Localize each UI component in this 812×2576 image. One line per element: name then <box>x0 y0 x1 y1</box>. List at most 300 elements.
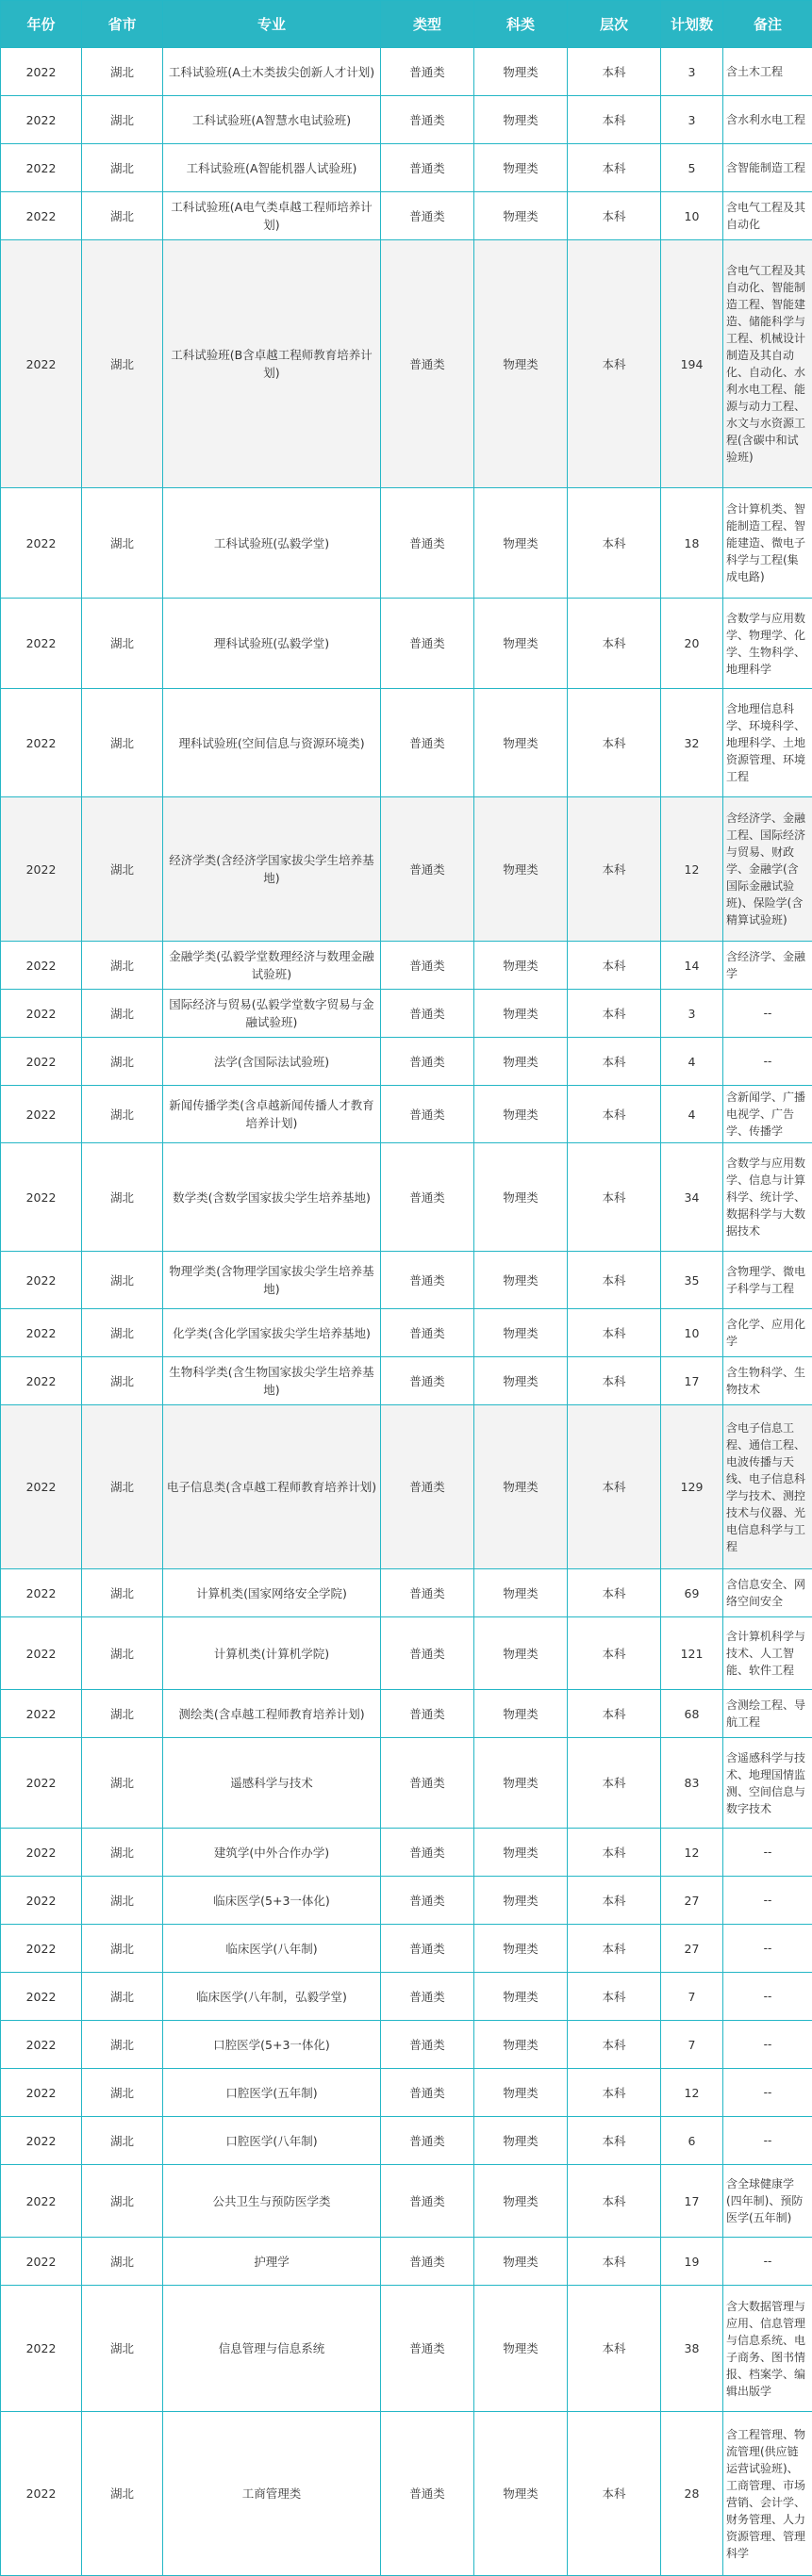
cell-plan: 69 <box>661 1569 723 1617</box>
cell-type: 普通类 <box>381 1405 474 1569</box>
cell-subject: 物理类 <box>474 1690 568 1738</box>
cell-year: 2022 <box>1 599 82 689</box>
cell-major: 遥感科学与技术 <box>163 1738 381 1829</box>
cell-province: 湖北 <box>82 1973 163 2021</box>
cell-major: 测绘类(含卓越工程师教育培养计划) <box>163 1690 381 1738</box>
cell-level: 本科 <box>568 942 661 990</box>
cell-note: 含电气工程及其自动化、智能制造工程、智能建造、储能科学与工程、机械设计制造及其自动化、自动化、水利水电工程、能源与动力工程、水文与水资源工程(含碳中和试验班) <box>723 240 812 488</box>
cell-type: 普通类 <box>381 1143 474 1252</box>
cell-subject: 物理类 <box>474 2021 568 2069</box>
cell-major: 化学类(含化学国家拔尖学生培养基地) <box>163 1309 381 1357</box>
cell-level: 本科 <box>568 1738 661 1829</box>
header-level: 层次 <box>568 1 661 48</box>
cell-subject: 物理类 <box>474 240 568 488</box>
table-row <box>1 797 812 942</box>
cell-level: 本科 <box>568 1617 661 1690</box>
cell-type: 普通类 <box>381 1309 474 1357</box>
cell-major: 工科试验班(B含卓越工程师教育培养计划) <box>163 240 381 488</box>
table-row <box>1 1038 812 1086</box>
cell-province: 湖北 <box>82 144 163 192</box>
cell-year: 2022 <box>1 1738 82 1829</box>
cell-level: 本科 <box>568 1925 661 1973</box>
cell-type: 普通类 <box>381 1038 474 1086</box>
cell-year: 2022 <box>1 1143 82 1252</box>
cell-province: 湖北 <box>82 942 163 990</box>
cell-year: 2022 <box>1 1357 82 1405</box>
cell-type: 普通类 <box>381 1252 474 1309</box>
cell-level: 本科 <box>568 2069 661 2117</box>
cell-major: 理科试验班(弘毅学堂) <box>163 599 381 689</box>
cell-major: 工科试验班(弘毅学堂) <box>163 488 381 599</box>
cell-note: 含全球健康学(四年制)、预防医学(五年制) <box>723 2165 812 2238</box>
cell-level: 本科 <box>568 1309 661 1357</box>
cell-plan: 14 <box>661 942 723 990</box>
cell-year: 2022 <box>1 942 82 990</box>
cell-subject: 物理类 <box>474 144 568 192</box>
table-row <box>1 1569 812 1617</box>
cell-major: 物理学类(含物理学国家拔尖学生培养基地) <box>163 1252 381 1309</box>
header-subject: 科类 <box>474 1 568 48</box>
cell-type: 普通类 <box>381 1690 474 1738</box>
cell-province: 湖北 <box>82 1309 163 1357</box>
cell-major: 法学(含国际法试验班) <box>163 1038 381 1086</box>
table-row <box>1 2412 812 2576</box>
cell-level: 本科 <box>568 2165 661 2238</box>
header-major: 专业 <box>163 1 381 48</box>
cell-plan: 3 <box>661 96 723 144</box>
cell-plan: 5 <box>661 144 723 192</box>
cell-subject: 物理类 <box>474 2412 568 2576</box>
cell-major: 工商管理类 <box>163 2412 381 2576</box>
table-row <box>1 689 812 797</box>
cell-year: 2022 <box>1 192 82 240</box>
cell-major: 建筑学(中外合作办学) <box>163 1829 381 1877</box>
cell-plan: 28 <box>661 2412 723 2576</box>
cell-plan: 27 <box>661 1877 723 1925</box>
cell-subject: 物理类 <box>474 2069 568 2117</box>
header-year: 年份 <box>1 1 82 48</box>
header-type: 类型 <box>381 1 474 48</box>
cell-subject: 物理类 <box>474 942 568 990</box>
cell-type: 普通类 <box>381 144 474 192</box>
cell-plan: 7 <box>661 2021 723 2069</box>
cell-note: 含智能制造工程 <box>723 144 812 192</box>
cell-subject: 物理类 <box>474 2117 568 2165</box>
cell-year: 2022 <box>1 2069 82 2117</box>
cell-subject: 物理类 <box>474 990 568 1038</box>
cell-type: 普通类 <box>381 1973 474 2021</box>
cell-province: 湖北 <box>82 240 163 488</box>
cell-note: 含计算机科学与技术、人工智能、软件工程 <box>723 1617 812 1690</box>
cell-plan: 17 <box>661 2165 723 2238</box>
cell-type: 普通类 <box>381 2238 474 2286</box>
cell-plan: 7 <box>661 1973 723 2021</box>
cell-province: 湖北 <box>82 599 163 689</box>
table-row <box>1 1086 812 1143</box>
cell-note: -- <box>723 1925 812 1973</box>
cell-note: 含生物科学、生物技术 <box>723 1357 812 1405</box>
table-row <box>1 2238 812 2286</box>
table-row <box>1 1405 812 1569</box>
table-row <box>1 2165 812 2238</box>
cell-level: 本科 <box>568 1877 661 1925</box>
cell-major: 工科试验班(A智慧水电试验班) <box>163 96 381 144</box>
cell-level: 本科 <box>568 1252 661 1309</box>
cell-subject: 物理类 <box>474 1569 568 1617</box>
cell-year: 2022 <box>1 48 82 96</box>
cell-note: 含遥感科学与技术、地理国情监测、空间信息与数字技术 <box>723 1738 812 1829</box>
cell-plan: 3 <box>661 48 723 96</box>
cell-plan: 12 <box>661 2069 723 2117</box>
table-header-row <box>1 1 812 48</box>
table-row <box>1 2286 812 2412</box>
cell-type: 普通类 <box>381 797 474 942</box>
cell-plan: 121 <box>661 1617 723 1690</box>
cell-year: 2022 <box>1 2286 82 2412</box>
cell-province: 湖北 <box>82 192 163 240</box>
cell-plan: 18 <box>661 488 723 599</box>
cell-subject: 物理类 <box>474 1252 568 1309</box>
cell-type: 普通类 <box>381 488 474 599</box>
cell-year: 2022 <box>1 144 82 192</box>
cell-major: 临床医学(八年制，弘毅学堂) <box>163 1973 381 2021</box>
cell-major: 生物科学类(含生物国家拔尖学生培养基地) <box>163 1357 381 1405</box>
cell-province: 湖北 <box>82 48 163 96</box>
cell-subject: 物理类 <box>474 192 568 240</box>
cell-plan: 6 <box>661 2117 723 2165</box>
cell-year: 2022 <box>1 1309 82 1357</box>
cell-year: 2022 <box>1 689 82 797</box>
cell-plan: 19 <box>661 2238 723 2286</box>
cell-year: 2022 <box>1 1569 82 1617</box>
cell-plan: 12 <box>661 797 723 942</box>
cell-plan: 35 <box>661 1252 723 1309</box>
cell-province: 湖北 <box>82 990 163 1038</box>
cell-subject: 物理类 <box>474 689 568 797</box>
cell-subject: 物理类 <box>474 96 568 144</box>
cell-level: 本科 <box>568 192 661 240</box>
cell-type: 普通类 <box>381 2069 474 2117</box>
table-row <box>1 1143 812 1252</box>
cell-level: 本科 <box>568 1086 661 1143</box>
cell-province: 湖北 <box>82 2238 163 2286</box>
cell-major: 工科试验班(A土木类拔尖创新人才计划) <box>163 48 381 96</box>
cell-major: 工科试验班(A智能机器人试验班) <box>163 144 381 192</box>
cell-note: 含数学与应用数学、物理学、化学、生物科学、地理科学 <box>723 599 812 689</box>
cell-note: 含土木工程 <box>723 48 812 96</box>
cell-level: 本科 <box>568 2238 661 2286</box>
cell-note: 含电气工程及其自动化 <box>723 192 812 240</box>
cell-note: -- <box>723 2069 812 2117</box>
cell-note: 含测绘工程、导航工程 <box>723 1690 812 1738</box>
cell-plan: 68 <box>661 1690 723 1738</box>
cell-plan: 4 <box>661 1086 723 1143</box>
cell-type: 普通类 <box>381 2286 474 2412</box>
table-row <box>1 1309 812 1357</box>
cell-type: 普通类 <box>381 2412 474 2576</box>
cell-subject: 物理类 <box>474 797 568 942</box>
cell-province: 湖北 <box>82 488 163 599</box>
cell-note: 含工程管理、物流管理(供应链运营试验班)、工商管理、市场营销、会计学、财务管理、人力资源管理、管理科学 <box>723 2412 812 2576</box>
cell-note: 含数学与应用数学、信息与计算科学、统计学、数据科学与大数据技术 <box>723 1143 812 1252</box>
cell-note: -- <box>723 2238 812 2286</box>
cell-major: 口腔医学(5+3一体化) <box>163 2021 381 2069</box>
cell-province: 湖北 <box>82 1690 163 1738</box>
cell-year: 2022 <box>1 1038 82 1086</box>
table-row <box>1 488 812 599</box>
cell-major: 理科试验班(空间信息与资源环境类) <box>163 689 381 797</box>
table-row <box>1 2117 812 2165</box>
cell-level: 本科 <box>568 1690 661 1738</box>
cell-year: 2022 <box>1 488 82 599</box>
cell-year: 2022 <box>1 2021 82 2069</box>
cell-year: 2022 <box>1 1086 82 1143</box>
cell-major: 计算机类(计算机学院) <box>163 1617 381 1690</box>
table-row <box>1 2069 812 2117</box>
cell-major: 计算机类(国家网络安全学院) <box>163 1569 381 1617</box>
cell-province: 湖北 <box>82 1738 163 1829</box>
cell-major: 口腔医学(五年制) <box>163 2069 381 2117</box>
cell-plan: 83 <box>661 1738 723 1829</box>
cell-year: 2022 <box>1 1252 82 1309</box>
cell-subject: 物理类 <box>474 1038 568 1086</box>
cell-plan: 38 <box>661 2286 723 2412</box>
cell-province: 湖北 <box>82 1252 163 1309</box>
table-row <box>1 599 812 689</box>
cell-level: 本科 <box>568 2412 661 2576</box>
cell-major: 国际经济与贸易(弘毅学堂数字贸易与金融试验班) <box>163 990 381 1038</box>
table-row <box>1 192 812 240</box>
cell-subject: 物理类 <box>474 1973 568 2021</box>
cell-type: 普通类 <box>381 990 474 1038</box>
cell-subject: 物理类 <box>474 1738 568 1829</box>
cell-major: 新闻传播学类(含卓越新闻传播人才教育培养计划) <box>163 1086 381 1143</box>
cell-year: 2022 <box>1 1829 82 1877</box>
cell-major: 护理学 <box>163 2238 381 2286</box>
cell-major: 临床医学(八年制) <box>163 1925 381 1973</box>
cell-province: 湖北 <box>82 1038 163 1086</box>
cell-note: 含水利水电工程 <box>723 96 812 144</box>
table-row <box>1 1738 812 1829</box>
cell-level: 本科 <box>568 1829 661 1877</box>
cell-note: -- <box>723 990 812 1038</box>
cell-major: 金融学类(弘毅学堂数理经济与数理金融试验班) <box>163 942 381 990</box>
cell-level: 本科 <box>568 1973 661 2021</box>
cell-note: -- <box>723 1973 812 2021</box>
cell-type: 普通类 <box>381 942 474 990</box>
cell-type: 普通类 <box>381 1086 474 1143</box>
table-body <box>1 48 812 2576</box>
cell-major: 经济学类(含经济学国家拔尖学生培养基地) <box>163 797 381 942</box>
cell-subject: 物理类 <box>474 2286 568 2412</box>
cell-level: 本科 <box>568 599 661 689</box>
cell-subject: 物理类 <box>474 599 568 689</box>
cell-level: 本科 <box>568 797 661 942</box>
header-province: 省市 <box>82 1 163 48</box>
cell-level: 本科 <box>568 990 661 1038</box>
cell-plan: 10 <box>661 1309 723 1357</box>
cell-year: 2022 <box>1 1973 82 2021</box>
cell-province: 湖北 <box>82 1086 163 1143</box>
cell-note: -- <box>723 2021 812 2069</box>
cell-province: 湖北 <box>82 2117 163 2165</box>
cell-type: 普通类 <box>381 96 474 144</box>
cell-province: 湖北 <box>82 1829 163 1877</box>
cell-year: 2022 <box>1 1617 82 1690</box>
cell-subject: 物理类 <box>474 2238 568 2286</box>
cell-note: 含电子信息工程、通信工程、电波传播与天线、电子信息科学与技术、测控技术与仪器、光电信息科学与工程 <box>723 1405 812 1569</box>
cell-type: 普通类 <box>381 1738 474 1829</box>
table-row <box>1 1617 812 1690</box>
cell-type: 普通类 <box>381 1925 474 1973</box>
cell-type: 普通类 <box>381 2117 474 2165</box>
cell-year: 2022 <box>1 1690 82 1738</box>
cell-level: 本科 <box>568 240 661 488</box>
cell-note: 含新闻学、广播电视学、广告学、传播学 <box>723 1086 812 1143</box>
cell-major: 口腔医学(八年制) <box>163 2117 381 2165</box>
header-note: 备注 <box>723 1 812 48</box>
cell-level: 本科 <box>568 1357 661 1405</box>
cell-year: 2022 <box>1 2117 82 2165</box>
cell-subject: 物理类 <box>474 48 568 96</box>
cell-year: 2022 <box>1 797 82 942</box>
table-row <box>1 96 812 144</box>
cell-province: 湖北 <box>82 1925 163 1973</box>
cell-province: 湖北 <box>82 797 163 942</box>
cell-note: 含物理学、微电子科学与工程 <box>723 1252 812 1309</box>
cell-subject: 物理类 <box>474 488 568 599</box>
cell-province: 湖北 <box>82 1405 163 1569</box>
header-plan: 计划数 <box>661 1 723 48</box>
cell-province: 湖北 <box>82 1357 163 1405</box>
cell-note: 含大数据管理与应用、信息管理与信息系统、电子商务、图书情报、档案学、编辑出版学 <box>723 2286 812 2412</box>
cell-level: 本科 <box>568 96 661 144</box>
table-row <box>1 1357 812 1405</box>
table-row <box>1 1973 812 2021</box>
cell-plan: 32 <box>661 689 723 797</box>
cell-level: 本科 <box>568 1569 661 1617</box>
table-row <box>1 1690 812 1738</box>
cell-level: 本科 <box>568 2286 661 2412</box>
cell-plan: 194 <box>661 240 723 488</box>
cell-plan: 10 <box>661 192 723 240</box>
cell-plan: 129 <box>661 1405 723 1569</box>
cell-level: 本科 <box>568 488 661 599</box>
cell-level: 本科 <box>568 2021 661 2069</box>
cell-subject: 物理类 <box>474 1086 568 1143</box>
cell-major: 信息管理与信息系统 <box>163 2286 381 2412</box>
cell-province: 湖北 <box>82 1569 163 1617</box>
cell-type: 普通类 <box>381 689 474 797</box>
cell-major: 工科试验班(A电气类卓越工程师培养计划) <box>163 192 381 240</box>
cell-type: 普通类 <box>381 240 474 488</box>
cell-level: 本科 <box>568 144 661 192</box>
cell-province: 湖北 <box>82 2286 163 2412</box>
cell-province: 湖北 <box>82 2412 163 2576</box>
cell-year: 2022 <box>1 1877 82 1925</box>
cell-plan: 4 <box>661 1038 723 1086</box>
cell-province: 湖北 <box>82 1877 163 1925</box>
cell-note: 含经济学、金融学 <box>723 942 812 990</box>
cell-plan: 12 <box>661 1829 723 1877</box>
cell-subject: 物理类 <box>474 2165 568 2238</box>
table-row <box>1 1829 812 1877</box>
cell-note: -- <box>723 1877 812 1925</box>
cell-level: 本科 <box>568 1038 661 1086</box>
cell-plan: 27 <box>661 1925 723 1973</box>
cell-subject: 物理类 <box>474 1829 568 1877</box>
cell-subject: 物理类 <box>474 1309 568 1357</box>
table-row <box>1 2021 812 2069</box>
table-row <box>1 48 812 96</box>
cell-year: 2022 <box>1 96 82 144</box>
cell-level: 本科 <box>568 48 661 96</box>
cell-note: -- <box>723 1829 812 1877</box>
cell-subject: 物理类 <box>474 1405 568 1569</box>
cell-note: 含计算机类、智能制造工程、智能建造、微电子科学与工程(集成电路) <box>723 488 812 599</box>
cell-year: 2022 <box>1 240 82 488</box>
cell-province: 湖北 <box>82 2021 163 2069</box>
cell-type: 普通类 <box>381 1617 474 1690</box>
cell-level: 本科 <box>568 689 661 797</box>
cell-year: 2022 <box>1 2165 82 2238</box>
cell-subject: 物理类 <box>474 1357 568 1405</box>
cell-year: 2022 <box>1 2238 82 2286</box>
cell-major: 临床医学(5+3一体化) <box>163 1877 381 1925</box>
table-row <box>1 1252 812 1309</box>
cell-level: 本科 <box>568 1405 661 1569</box>
cell-province: 湖北 <box>82 1143 163 1252</box>
cell-type: 普通类 <box>381 48 474 96</box>
cell-subject: 物理类 <box>474 1877 568 1925</box>
table-row <box>1 1877 812 1925</box>
cell-note: 含化学、应用化学 <box>723 1309 812 1357</box>
table-row <box>1 990 812 1038</box>
cell-note: -- <box>723 1038 812 1086</box>
cell-type: 普通类 <box>381 1829 474 1877</box>
cell-plan: 20 <box>661 599 723 689</box>
cell-plan: 17 <box>661 1357 723 1405</box>
cell-type: 普通类 <box>381 2021 474 2069</box>
cell-type: 普通类 <box>381 1357 474 1405</box>
cell-subject: 物理类 <box>474 1925 568 1973</box>
cell-note: 含信息安全、网络空间安全 <box>723 1569 812 1617</box>
cell-province: 湖北 <box>82 96 163 144</box>
cell-year: 2022 <box>1 1925 82 1973</box>
table-row <box>1 942 812 990</box>
cell-note: 含经济学、金融工程、国际经济与贸易、财政学、金融学(含国际金融试验班)、保险学(含精算试验班) <box>723 797 812 942</box>
cell-type: 普通类 <box>381 1877 474 1925</box>
cell-year: 2022 <box>1 990 82 1038</box>
cell-plan: 34 <box>661 1143 723 1252</box>
cell-year: 2022 <box>1 2412 82 2576</box>
cell-type: 普通类 <box>381 599 474 689</box>
cell-level: 本科 <box>568 2117 661 2165</box>
cell-major: 电子信息类(含卓越工程师教育培养计划) <box>163 1405 381 1569</box>
cell-year: 2022 <box>1 1405 82 1569</box>
cell-type: 普通类 <box>381 2165 474 2238</box>
cell-province: 湖北 <box>82 2069 163 2117</box>
cell-level: 本科 <box>568 1143 661 1252</box>
cell-major: 公共卫生与预防医学类 <box>163 2165 381 2238</box>
cell-type: 普通类 <box>381 192 474 240</box>
table-row <box>1 144 812 192</box>
cell-note: -- <box>723 2117 812 2165</box>
cell-major: 数学类(含数学国家拔尖学生培养基地) <box>163 1143 381 1252</box>
table-row <box>1 1925 812 1973</box>
cell-note: 含地理信息科学、环境科学、地理科学、土地资源管理、环境工程 <box>723 689 812 797</box>
cell-province: 湖北 <box>82 689 163 797</box>
